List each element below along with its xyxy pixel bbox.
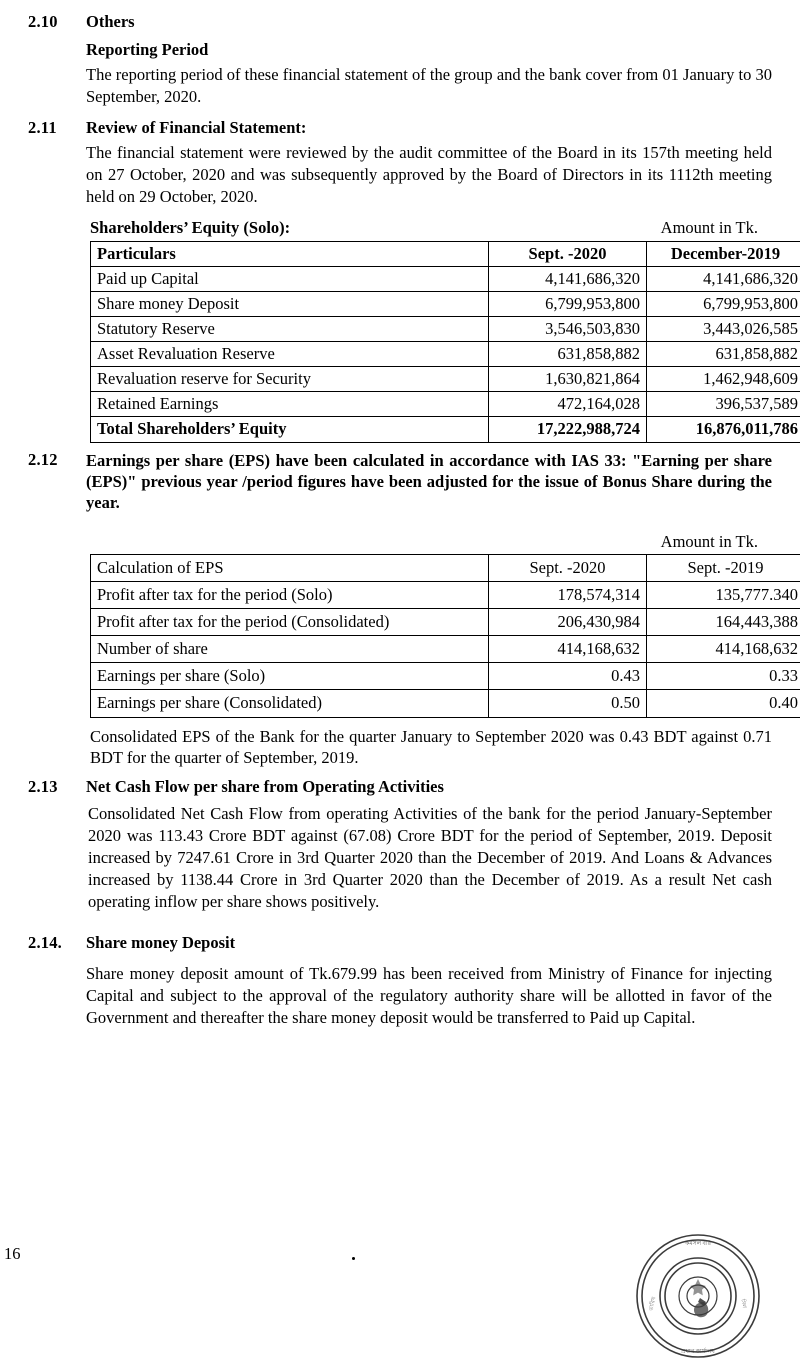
row-value-2020: 3,546,503,830 — [489, 317, 647, 342]
table-row — [91, 367, 800, 392]
svg-text:সিল: সিল — [739, 1298, 747, 1309]
row-value-2020: 1,630,821,864 — [489, 367, 647, 392]
row-value-2019: 0.33 — [647, 663, 800, 690]
svg-text:প্রধান কার্যালয: প্রধান কার্যালয — [681, 1349, 715, 1355]
row-value-2019: 16,876,011,786 — [647, 417, 800, 442]
row-value-2019: 414,168,632 — [647, 636, 800, 663]
equity-amount-label: Amount in Tk. — [660, 217, 758, 237]
column-header-sept-2020: Sept. -2020 — [489, 554, 647, 581]
row-label: Asset Revaluation Reserve — [91, 342, 489, 367]
section-2-13 — [28, 777, 772, 913]
table-row — [91, 609, 800, 636]
section-heading: Earnings per share (EPS) have been calculated in accordance with IAS 33: "Earning per share (EPS)" previous year /period figures have been adjusted for the issue of Bonus Share during the year. — [86, 450, 772, 513]
column-header-calculation-of-eps: Calculation of EPS — [91, 554, 489, 581]
section-number: 2.13 — [28, 777, 58, 797]
section-paragraph: Consolidated Net Cash Flow from operating Activities of the bank for the period January-September 2020 was 113.43 Crore BDT against (67.08) Crore BDT for the period of September, 2019. Deposit increased by 7247.61 Crore in 3rd Quarter 2020 than the December of 2019. And Loans & Advances increased by 1138.44 Crore in 3rd Quarter 2020 than the December of 2019. As a result Net cash operating inflow per share shows positively. — [88, 804, 772, 912]
row-value-2020: 17,222,988,724 — [489, 417, 647, 442]
section-2-11 — [28, 118, 772, 208]
row-value-2019: 396,537,589 — [647, 392, 800, 417]
row-value-2020: 178,574,314 — [489, 581, 647, 608]
table-row — [91, 663, 800, 690]
shareholders-equity-table — [90, 241, 800, 443]
section-number: 2.12 — [28, 449, 58, 469]
row-value-2020: 0.50 — [489, 690, 647, 717]
svg-text:কর্মসল বরি: কর্মসল বরি — [685, 1241, 711, 1247]
table-row — [91, 266, 800, 291]
row-value-2019: 3,443,026,585 — [647, 317, 800, 342]
table-row — [91, 636, 800, 663]
row-value-2020: 472,164,028 — [489, 392, 647, 417]
row-value-2019: 135,777.340 — [647, 581, 800, 608]
row-label: Total Shareholders’ Equity — [91, 417, 489, 442]
column-header-sept-2019: Sept. -2019 — [647, 554, 800, 581]
section-paragraph: Share money deposit amount of Tk.679.99 has been received from Ministry of Finance for injecting Capital and subject to the approval of the regulatory authority share will be allotted in favor of the Government and thereafter the share money deposit would be transferred to Paid up Capital. — [86, 964, 772, 1027]
page-center-dot — [352, 1257, 355, 1260]
table-row — [91, 317, 800, 342]
row-value-2020: 206,430,984 — [489, 609, 647, 636]
table-row — [91, 690, 800, 717]
page-number: 16 — [4, 1244, 21, 1263]
row-label: Profit after tax for the period (Solo) — [91, 581, 489, 608]
row-value-2019: 6,799,953,800 — [647, 291, 800, 316]
row-label: Paid up Capital — [91, 266, 489, 291]
row-value-2020: 6,799,953,800 — [489, 291, 647, 316]
eps-note-paragraph: Consolidated EPS of the Bank for the quarter January to September 2020 was 0.43 BDT against 0.71 BDT for the quarter of September, 2019. — [90, 726, 772, 768]
eps-calculation-table — [90, 554, 800, 718]
row-label: Earnings per share (Consolidated) — [91, 690, 489, 717]
row-value-2019: 164,443,388 — [647, 609, 800, 636]
row-label: Profit after tax for the period (Consolidated) — [91, 609, 489, 636]
column-header-sept-2020: Sept. -2020 — [489, 241, 647, 266]
row-label: Number of share — [91, 636, 489, 663]
table-row — [91, 392, 800, 417]
row-value-2019: 631,858,882 — [647, 342, 800, 367]
section-2-10 — [28, 12, 772, 108]
table-row — [91, 291, 800, 316]
row-label: Revaluation reserve for Security — [91, 367, 489, 392]
row-value-2019: 0.40 — [647, 690, 800, 717]
row-label: Retained Earnings — [91, 392, 489, 417]
section-subheading: Reporting Period — [86, 40, 209, 59]
column-header-particulars: Particulars — [91, 241, 489, 266]
section-heading: Share money Deposit — [86, 933, 236, 953]
row-label: Share money Deposit — [91, 291, 489, 316]
section-2-14 — [28, 933, 772, 1029]
section-heading: Net Cash Flow per share from Operating Activities — [86, 777, 444, 797]
row-value-2020: 414,168,632 — [489, 636, 647, 663]
section-heading: Others — [86, 12, 135, 31]
eps-amount-label: Amount in Tk. — [660, 531, 758, 551]
section-number: 2.14. — [28, 933, 62, 953]
row-value-2020: 0.43 — [489, 663, 647, 690]
row-label: Statutory Reserve — [91, 317, 489, 342]
section-number: 2.11 — [28, 117, 57, 137]
table-header-row — [91, 241, 800, 266]
section-number: 2.10 — [28, 12, 58, 31]
table-header-row — [91, 554, 800, 581]
section-heading: Review of Financial Statement: — [86, 117, 307, 137]
section-2-12 — [28, 450, 772, 514]
table-row-total — [91, 417, 800, 442]
row-value-2019: 1,462,948,609 — [647, 367, 800, 392]
column-header-december-2019: December-2019 — [647, 241, 800, 266]
row-value-2020: 631,858,882 — [489, 342, 647, 367]
svg-text:তারিখ: তারিখ — [648, 1296, 658, 1312]
section-paragraph: The financial statement were reviewed by the audit committee of the Board in its 157th meeting held on 27 October, 2020 and was subsequently approved by the Board of Directors in its 1112th meeting held on 29 October, 2020. — [86, 142, 772, 206]
row-value-2019: 4,141,686,320 — [647, 266, 800, 291]
table-row — [91, 342, 800, 367]
equity-table-title: Shareholders’ Equity (Solo): — [90, 217, 291, 237]
official-round-seal-icon — [634, 1232, 762, 1360]
table-row — [91, 581, 800, 608]
section-paragraph: The reporting period of these financial statement of the group and the bank cover from 01 January to 30 September, 2020. — [86, 65, 772, 106]
row-label: Earnings per share (Solo) — [91, 663, 489, 690]
row-value-2020: 4,141,686,320 — [489, 266, 647, 291]
